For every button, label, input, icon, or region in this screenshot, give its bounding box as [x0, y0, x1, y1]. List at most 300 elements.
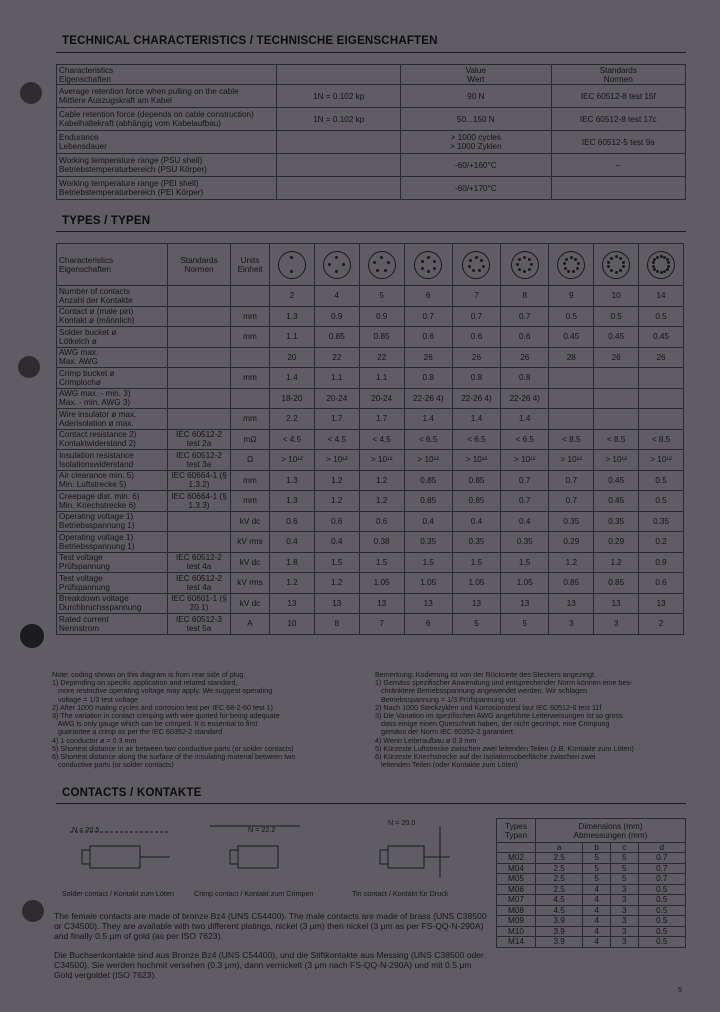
tech-header-char: Characteristics Eigenschaften [57, 65, 277, 85]
types-value-cell: < 6.5 [452, 429, 500, 450]
pin-dot [607, 265, 610, 268]
types-value-cell: 13 [501, 593, 549, 614]
note-line: conductive parts (or solder contacts) [52, 760, 174, 770]
pin-dot [427, 270, 430, 273]
types-value-cell: 1.05 [404, 573, 452, 594]
types-row-standard [168, 409, 231, 430]
types-value-cell: 1.1 [314, 368, 359, 389]
tech-row: Working temperature range (PEI shell) Betriebstemperaturbereich (PEI Körper) -60/+170°C [57, 177, 686, 200]
pin-dot [421, 267, 424, 270]
note-line: Note: coding shown on this diagram is from rear side of plug. [52, 670, 246, 679]
types-value-cell: > 10¹² [549, 450, 594, 471]
types-value-cell: 10 [270, 614, 315, 635]
pin-layout-icon [452, 244, 500, 286]
types-value-cell: 0.45 [594, 491, 639, 512]
types-value-cell [594, 388, 639, 409]
pin-dot [528, 258, 531, 261]
dims-row [497, 916, 686, 927]
types-row-standard [168, 347, 231, 368]
pin-dot [565, 258, 568, 261]
note-line: more restrictive operating voltage may apply. We suggest operating [52, 686, 273, 696]
types-value-cell: < 6.5 [501, 429, 549, 450]
pin-layout-icon [549, 244, 594, 286]
types-value-cell: 0.85 [452, 491, 500, 512]
types-row [57, 552, 684, 573]
types-value-cell: 4 [314, 286, 359, 307]
types-row-unit: mm [231, 327, 270, 348]
types-row [57, 429, 684, 450]
types-row [57, 327, 684, 348]
dims-value-cell: 5 [610, 863, 638, 874]
types-value-cell: 1.5 [359, 552, 404, 573]
types-value-cell: 13 [594, 593, 639, 614]
types-row-label: Test voltage Prüfspannung [57, 573, 168, 594]
types-value-cell: 18-20 [270, 388, 315, 409]
note-line: dass einige einen Querschnitt haben, der nicht gecrimpt, eine Crimpung [375, 719, 610, 729]
types-value-cell: 1.7 [314, 409, 359, 430]
types-value-cell: 0.8 [404, 368, 452, 389]
types-value-cell: 0.8 [501, 368, 549, 389]
types-value-cell [549, 409, 594, 430]
types-row-standard: IEC 60512-2 test 3a [168, 450, 231, 471]
pin-layout-icon [270, 244, 315, 286]
types-value-cell: 13 [359, 593, 404, 614]
types-value-cell [594, 368, 639, 389]
pin-dot [663, 270, 666, 273]
types-row [57, 573, 684, 594]
types-row-unit: mm [231, 409, 270, 430]
types-row-standard [168, 532, 231, 553]
pin-dot [615, 255, 618, 258]
types-value-cell: 1.4 [270, 368, 315, 389]
types-value-cell: 13 [314, 593, 359, 614]
dims-value-cell: 4 [583, 926, 611, 937]
dims-value-cell: 3 [610, 926, 638, 937]
dims-row [497, 937, 686, 948]
types-value-cell: 5 [452, 614, 500, 635]
note-line: voltage = 1/3 test voltage [52, 694, 139, 704]
dims-value-cell: 3 [610, 916, 638, 927]
types-value-cell: 0.7 [404, 306, 452, 327]
dims-type-cell: M09 [497, 916, 536, 927]
types-row-standard: IEC 60512-2 test 4a [168, 573, 231, 594]
types-value-cell: 1.2 [314, 470, 359, 491]
margin-bullet-icon [20, 82, 42, 104]
types-row [57, 286, 684, 307]
dimensions-table [496, 818, 686, 948]
types-value-cell: 1.8 [270, 552, 315, 573]
dims-value-cell: 3 [610, 895, 638, 906]
types-row-label: Number of contacts Anzahl der Kontakte [57, 286, 168, 307]
pin-dot [518, 258, 521, 261]
pin-layout-icon [404, 244, 452, 286]
dims-type-cell: M05 [497, 874, 536, 885]
types-value-cell: 26 [639, 347, 684, 368]
pin-dot [335, 270, 338, 273]
types-value-cell: 26 [404, 347, 452, 368]
pin-dot [563, 262, 566, 265]
dims-row [497, 874, 686, 885]
types-value-cell: 0.9 [314, 306, 359, 327]
contacts-paragraph-en: The female contacts are made of bronze Bz4 (UNS C54400). The male contacts are made of brass (UNS C38500 or C34500). They are available with two different platings, nickel (3 μm) then nickel (3 μm as per FS-QQ-N-290A) and finally 0.5 μm of gold (as per ISO 7623). [54, 911, 487, 941]
pin-dot [472, 269, 475, 272]
types-value-cell: 14 [639, 286, 684, 307]
types-value-cell: > 10¹² [501, 450, 549, 471]
types-value-cell: 0.7 [452, 306, 500, 327]
types-value-cell: 20 [270, 347, 315, 368]
types-value-cell: 0.7 [501, 306, 549, 327]
types-value-cell: 3 [594, 614, 639, 635]
types-row-unit: mm [231, 491, 270, 512]
pin-dot [530, 263, 533, 266]
types-value-cell: < 8.5 [549, 429, 594, 450]
pin-dot [421, 260, 424, 263]
tin-caption: Tin contact / Kontakt für Druck [352, 889, 449, 898]
solder-contact-drawing [70, 832, 170, 868]
dims-value-cell: 4 [583, 916, 611, 927]
types-value-cell: 13 [270, 593, 315, 614]
types-row-standard [168, 368, 231, 389]
dims-header: Dimensions (mm) Abmessungen (mm) [536, 819, 686, 843]
types-row-label: AWG max. Max. AWG [57, 347, 168, 368]
contacts-paragraph-de: Die Buchsenkontakte sind aus Bronze Bz4 (UNS C54400), und die Stiftkontakte aus Messing (UNS C38500 oder C34500). Sie werden hochmit versehen (0.3 μm), dann vernickelt (3 μm nach FS-QQ-N-290A) und mit 0.5 μm Gold vergoldet (ISO 7623). [54, 950, 484, 980]
types-row-label: Air clearance min. 5) Min. Luftstrecke 5) [57, 470, 168, 491]
dims-type-cell: M14 [497, 937, 536, 948]
pin-dot [523, 256, 526, 259]
types-value-cell: 1.4 [501, 409, 549, 430]
dims-value-cell: 5 [583, 874, 611, 885]
note-line: 1) Gemäss spezifischer Anwendung und entsprechender Norm können eine bes- [375, 678, 633, 688]
tech-header-std: Standards Normen [551, 65, 685, 85]
pin-dot [607, 261, 610, 264]
note-line: AWG is only gauge which can be crimped. It is essential to first [52, 719, 258, 729]
types-value-cell: 0.6 [452, 327, 500, 348]
pin-layout-icon [639, 244, 684, 286]
types-value-cell: 0.7 [549, 491, 594, 512]
types-row-unit [231, 347, 270, 368]
dims-value-cell: 4.5 [536, 905, 583, 916]
pin-dot [619, 257, 622, 260]
pin-dot [387, 261, 390, 264]
pin-dot [576, 267, 579, 270]
types-value-cell: 1.3 [270, 491, 315, 512]
types-row-standard [168, 327, 231, 348]
margin-bullet-icon [20, 624, 44, 648]
technical-title: TECHNICAL CHARACTERISTICS / TECHNISCHE EIGENSCHAFTEN [62, 35, 438, 47]
dims-value-cell: 0.7 [638, 874, 685, 885]
types-value-cell: < 8.5 [639, 429, 684, 450]
types-value-cell: 7 [359, 614, 404, 635]
margin-bullet-icon [22, 900, 44, 922]
types-row [57, 409, 684, 430]
types-value-cell: 13 [452, 593, 500, 614]
types-row-label: Creepage dist. min. 6) Min. Kriechstrecke 6) [57, 491, 168, 512]
types-value-cell: 0.6 [501, 327, 549, 348]
types-row-unit: mΩ [231, 429, 270, 450]
pin-layout-icon [359, 244, 404, 286]
types-row-standard: IEC 60512-3 test 5a [168, 614, 231, 635]
types-header-row [57, 244, 684, 286]
types-row-unit: kV rms [231, 532, 270, 553]
types-value-cell: 0.6 [270, 511, 315, 532]
types-value-cell: 8 [314, 614, 359, 635]
types-value-cell: 20-24 [359, 388, 404, 409]
tin-contact-drawing [380, 826, 450, 878]
types-value-cell: 1.05 [501, 573, 549, 594]
dims-row [497, 905, 686, 916]
dims-row [497, 895, 686, 906]
types-row-label: AWG max. - min. 3) Max. - min. AWG 3) [57, 388, 168, 409]
types-value-cell: 0.7 [501, 491, 549, 512]
types-row-standard [168, 511, 231, 532]
pin-dot [572, 270, 575, 273]
dims-row [497, 853, 686, 864]
dims-value-cell: 3.9 [536, 937, 583, 948]
types-value-cell: 0.9 [359, 306, 404, 327]
dims-type-cell: M04 [497, 863, 536, 874]
types-row-label: Operating voltage 1) Betriebsspannung 1) [57, 532, 168, 553]
types-row-unit: kV dc [231, 552, 270, 573]
note-line: Bemerkung: Kodierung ist von der Rückseite des Steckers angezeigt. [375, 670, 596, 679]
pin-dot [290, 270, 293, 273]
types-row-standard [168, 388, 231, 409]
pin-dot [610, 257, 613, 260]
types-row-standard: IEC 60664-1 (§ 1.3.2) [168, 470, 231, 491]
types-row-unit: mm [231, 306, 270, 327]
types-value-cell: 2 [270, 286, 315, 307]
dims-value-cell: 4 [583, 884, 611, 895]
types-value-cell [639, 388, 684, 409]
types-value-cell: 0.8 [452, 368, 500, 389]
types-value-cell: > 10¹² [639, 450, 684, 471]
types-value-cell: 0.4 [452, 511, 500, 532]
pin-dot [610, 269, 613, 272]
types-row [57, 388, 684, 409]
dims-value-cell: 3 [610, 884, 638, 895]
pin-dot [373, 261, 376, 264]
tech-row: Cable retention force (depends on cable construction) Kabelhaltekraft (abhängig vom Kabelaufbau) 1N = 0.102 kp 50...150 N IEC 60512-8 test 17c [57, 108, 686, 131]
types-value-cell: 0.9 [639, 552, 684, 573]
tech-row: Working temperature range (PSU shell) Betriebstemperaturbereich (PSU Körper) -60/+160°C – [57, 154, 686, 177]
types-value-cell: 1.5 [452, 552, 500, 573]
types-value-cell: 0.35 [452, 532, 500, 553]
types-row-label: Wire insulator ø max. Aderisolation ø max. [57, 409, 168, 430]
pin-layout-icon [594, 244, 639, 286]
pin-dot [427, 256, 430, 259]
types-value-cell: 10 [594, 286, 639, 307]
types-value-cell: 20-24 [314, 388, 359, 409]
dims-value-cell: 5 [610, 853, 638, 864]
note-line: 5) Kürzeste Luftstrecke zwischen zwei leitenden Teilen (z.B. Kontakte zum Löten) [375, 743, 634, 753]
dims-value-cell: 5 [583, 853, 611, 864]
pin-dot [376, 269, 379, 272]
types-value-cell: 0.29 [594, 532, 639, 553]
types-value-cell: 0.35 [639, 511, 684, 532]
types-value-cell: 0.4 [501, 511, 549, 532]
types-value-cell: 0.35 [501, 532, 549, 553]
types-value-cell: 0.6 [404, 327, 452, 348]
pin-dot [622, 261, 625, 264]
types-value-cell: 28 [549, 347, 594, 368]
dims-value-cell: 4 [583, 937, 611, 948]
pin-dot [290, 256, 293, 259]
notes-english [52, 671, 362, 769]
pin-dot [570, 256, 573, 259]
types-value-cell: 6 [404, 286, 452, 307]
types-value-cell: 1.3 [270, 470, 315, 491]
types-row-label: Crimp bucket ø Crimplochø [57, 368, 168, 389]
types-value-cell: 1.1 [270, 327, 315, 348]
types-value-cell: 0.85 [359, 327, 404, 348]
types-row [57, 614, 684, 635]
pin-dot [574, 258, 577, 261]
types-value-cell: 2.2 [270, 409, 315, 430]
types-row-label: Contact ø (male pin) Kontakt ø (männlich) [57, 306, 168, 327]
dims-value-cell: 2.5 [536, 853, 583, 864]
types-value-cell: 0.5 [639, 470, 684, 491]
types-value-cell: 0.45 [594, 470, 639, 491]
pin-dot [478, 269, 481, 272]
types-value-cell: < 4.5 [314, 429, 359, 450]
types-value-cell: 0.45 [549, 327, 594, 348]
types-value-cell [594, 409, 639, 430]
types-value-cell: < 8.5 [594, 429, 639, 450]
types-row-standard: IEC 60664-1 (§ 1.3.3) [168, 491, 231, 512]
types-value-cell: 0.85 [404, 491, 452, 512]
note-line: Betriebsspannung = 1/3 Prüfspannung vor. [375, 694, 518, 704]
types-value-cell: 1.2 [359, 491, 404, 512]
types-value-cell [639, 368, 684, 389]
pin-dot [652, 265, 655, 268]
types-value-cell: 9 [549, 286, 594, 307]
types-value-cell: 13 [639, 593, 684, 614]
types-value-cell [639, 409, 684, 430]
dims-value-cell: 2.5 [536, 884, 583, 895]
types-row-unit: A [231, 614, 270, 635]
types-row-unit: mm [231, 470, 270, 491]
types-value-cell: 22 [359, 347, 404, 368]
types-value-cell: 1.4 [452, 409, 500, 430]
pin-layout-icon [314, 244, 359, 286]
dims-value-cell: 0.5 [638, 916, 685, 927]
pin-dot [482, 265, 485, 268]
types-value-cell: 0.5 [639, 491, 684, 512]
types-value-cell: 2 [639, 614, 684, 635]
types-value-cell: 0.7 [501, 470, 549, 491]
dims-value-cell: 4 [583, 905, 611, 916]
types-row-label: Breakdown voltage Durchbruchsspannung [57, 593, 168, 614]
pin-dot [342, 263, 345, 266]
types-value-cell: 1.2 [594, 552, 639, 573]
types-row-standard [168, 306, 231, 327]
types-row-unit: kV dc [231, 593, 270, 614]
types-value-cell: 1.05 [452, 573, 500, 594]
types-value-cell: 1.1 [359, 368, 404, 389]
dims-type-cell: M10 [497, 926, 536, 937]
pin-dot [468, 265, 471, 268]
types-value-cell: 13 [549, 593, 594, 614]
tech-row: Endurance Lebensdauer > 1000 cycles > 1000 Zyklen IEC 60512-5 test 9a [57, 131, 686, 154]
types-value-cell: 0.35 [549, 511, 594, 532]
types-row-standard: IEC 60512-2 test 4a [168, 552, 231, 573]
dims-value-cell: 4.5 [536, 895, 583, 906]
notes-german [375, 671, 690, 769]
types-row-standard [168, 286, 231, 307]
note-line: leitenden Teilen (oder Kontakte zum Löten) [375, 760, 518, 770]
pin-dot [469, 259, 472, 262]
types-value-cell: 0.5 [594, 306, 639, 327]
solder-caption: Solder contact / Kontakt zum Löten [62, 889, 174, 898]
types-value-cell: 0.6 [359, 511, 404, 532]
pin-dot [666, 268, 669, 271]
note-line: 6) Kürzeste Kriechstrecke auf der Isolationsoberfläche zwischen zwei [375, 752, 596, 762]
types-value-cell: 1.05 [359, 573, 404, 594]
solder-dim-label: N = 20.5 [72, 825, 100, 834]
types-value-cell: 0.7 [549, 470, 594, 491]
note-line: 3) Die Variation im spezifischen AWG angeführte Leiterweisungen ist so gross [375, 711, 623, 721]
pin-dot [516, 263, 519, 266]
pin-dot [523, 270, 526, 273]
note-line: 2) After 1000 mating cycles and corrosion test per IEC 68-2-60 test 1) [52, 702, 273, 712]
types-value-cell: > 10¹² [452, 450, 500, 471]
types-value-cell: > 10¹² [270, 450, 315, 471]
types-value-cell: 22 [314, 347, 359, 368]
types-row [57, 450, 684, 471]
types-value-cell: 1.2 [270, 573, 315, 594]
types-value-cell: 22-26 4) [404, 388, 452, 409]
types-value-cell: 5 [359, 286, 404, 307]
note-line: 2) Nach 1000 Steckzyklen und Korrosionstest laut IEC 60512-6 test 11f [375, 702, 602, 712]
types-value-cell: 0.45 [639, 327, 684, 348]
pin-dot [652, 261, 655, 264]
pin-dot [656, 256, 659, 259]
types-header-std: Standards Normen [168, 244, 231, 286]
types-row-standard: IEC 60601-1 (§ 20.1) [168, 593, 231, 614]
types-value-cell: 1.2 [549, 552, 594, 573]
types-value-cell: 0.6 [314, 511, 359, 532]
types-value-cell: 0.45 [594, 327, 639, 348]
types-row-unit: mm [231, 368, 270, 389]
types-value-cell: > 10¹² [594, 450, 639, 471]
types-value-cell: 13 [404, 593, 452, 614]
dims-types-header: Types Typen [497, 819, 536, 843]
types-row [57, 593, 684, 614]
types-row [57, 347, 684, 368]
types-value-cell: 0.5 [549, 306, 594, 327]
dims-type-cell: M07 [497, 895, 536, 906]
types-value-cell: < 4.5 [270, 429, 315, 450]
pin-dot [380, 256, 383, 259]
dims-value-cell: 5 [610, 874, 638, 885]
dims-value-cell: 4 [583, 895, 611, 906]
types-value-cell: 0.85 [549, 573, 594, 594]
pin-dot [660, 271, 663, 274]
types-value-cell: 0.4 [270, 532, 315, 553]
dims-type-cell: M08 [497, 905, 536, 916]
dims-value-cell: 5 [583, 863, 611, 874]
pin-dot [667, 261, 670, 264]
types-value-cell: 0.2 [639, 532, 684, 553]
types-value-cell: 26 [594, 347, 639, 368]
types-value-cell: 0.5 [639, 306, 684, 327]
types-row-unit: kV dc [231, 511, 270, 532]
pin-dot [619, 269, 622, 272]
types-value-cell: < 6.5 [404, 429, 452, 450]
dims-type-cell: M06 [497, 884, 536, 895]
note-line: 3) The variation in contact crimping with wire quoted for being adequate [52, 711, 280, 721]
types-row [57, 532, 684, 553]
tech-header-value: Value Wert [401, 65, 552, 85]
